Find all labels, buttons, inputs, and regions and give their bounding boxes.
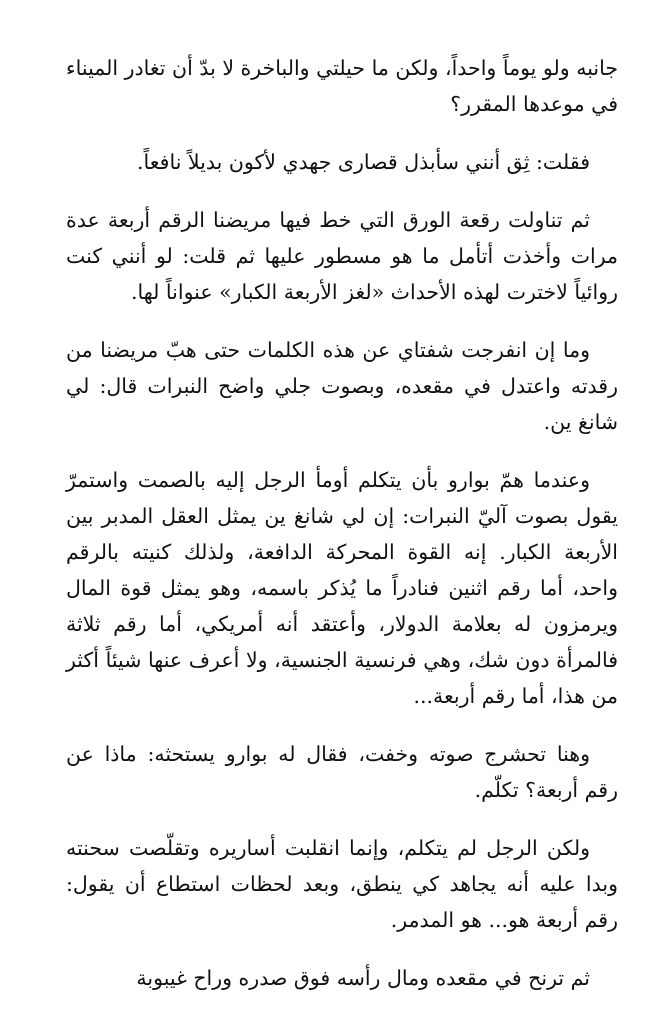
paragraph-5: وعندما همّ بوارو بأن يتكلم أومأ الرجل إليه بالصمت واستمرّ يقول بصوت آليّ النبرات: إن لي شانغ ين يمثل العقل المدبر بين الأربعة الكبار. إنه القوة المحركة الدافعة، ولذلك كنيته بالرقم واحد، أما رقم اثنين فنادراً ما يُذكر باسمه، وهو يمثل قوة المال ويرمزون له بعلامة الدولار، وأعتقد أنه أمريكي، أما رقم ثلاثة فالمرأة دون شك، وهي فرنسية الجنسية، ولا أعرف عنها شيئاً أكثر من هذا، أما رقم أربعة... <box>66 468 618 708</box>
paragraph-8: ثم ترنح في مقعده ومال رأسه فوق صدره وراح غيبوبة <box>136 966 590 990</box>
paragraph-2: فقلت: ثِق أنني سأبذل قصارى جهدي لأكون بديلاً نافعاً. <box>137 150 590 174</box>
paragraph-7: ولكن الرجل لم يتكلم، وإنما انقلبت أساريره وتقلّصت سحنته وبدا عليه أنه يجاهد كي ينطق، وبعد لحظات استطاع أن يقول: رقم أربعة هو... هو المدمر. <box>66 836 618 932</box>
paragraph-3: ثم تناولت رقعة الورق التي خط فيها مريضنا الرقم أربعة عدة مرات وأخذت أتأمل ما هو مسطور عليها ثم قلت: لو أنني كنت روائياً لاخترت لهذه الأحداث «لغز الأربعة الكبار» عنواناً لها. <box>66 208 618 304</box>
paragraph-6: وهنا تحشرج صوته وخفت، فقال له بوارو يستحثه: ماذا عن رقم أربعة؟ تكلّم. <box>66 742 618 802</box>
book-page <box>66 50 618 1018</box>
paragraph-4: وما إن انفرجت شفتاي عن هذه الكلمات حتى هبّ مريضنا من رقدته واعتدل في مقعده، وبصوت جلي واضح النبرات قال: لي شانغ ين. <box>66 338 618 434</box>
paragraph-1: جانبه ولو يوماً واحداً، ولكن ما حيلتي والباخرة لا بدّ أن تغادر الميناء في موعدها المقرر؟ <box>66 56 618 116</box>
